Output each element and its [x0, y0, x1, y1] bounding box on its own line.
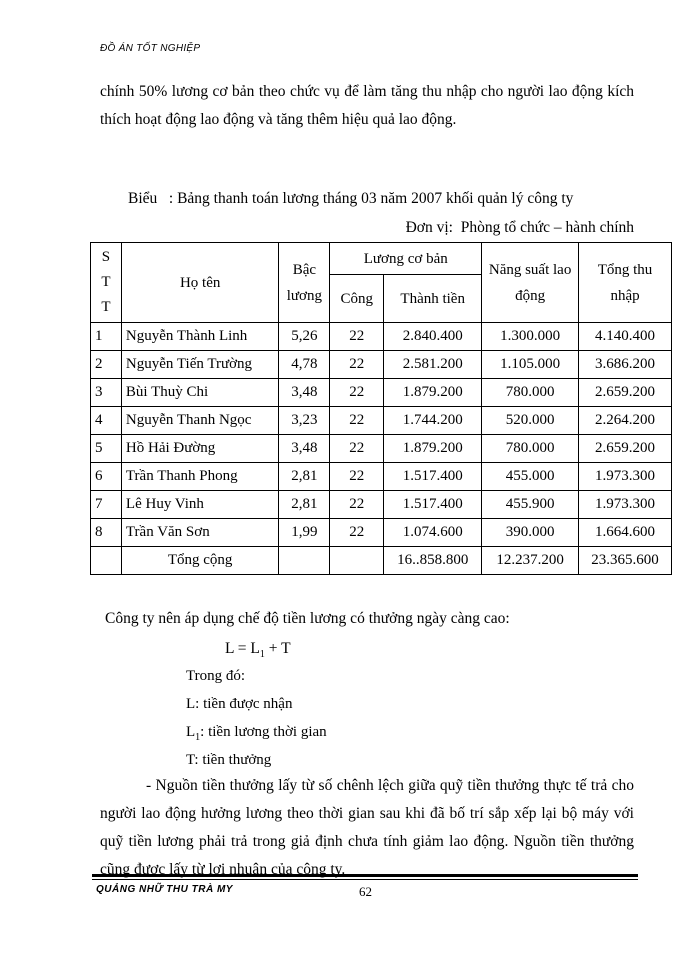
row-days: 22: [330, 323, 384, 351]
row-grade: 5,26: [279, 323, 330, 351]
row-stt: 2: [91, 351, 122, 379]
definition-l1: [186, 724, 327, 743]
formula-lhs: L = L: [225, 640, 260, 657]
table-unit: Đơn vị: Phòng tổ chức – hành chính: [405, 219, 634, 236]
total-label: Tổng cộng: [121, 547, 278, 575]
page-number: 62: [359, 884, 372, 899]
footer-rule-thick: [92, 874, 638, 877]
header-name: Họ tên: [121, 243, 278, 323]
row-stt: 4: [91, 407, 122, 435]
header-base-salary: Lương cơ bản: [330, 243, 482, 275]
row-productivity: 1.300.000: [482, 323, 579, 351]
table-row: [91, 435, 672, 463]
bonus-source-paragraph: [100, 772, 634, 884]
definitions-heading: Trong đó:: [186, 668, 246, 684]
definition-l: L: tiền được nhận: [186, 696, 293, 712]
table-row: [91, 463, 672, 491]
header-days: Công: [330, 275, 384, 323]
total-grade: [279, 547, 330, 575]
row-productivity: 780.000: [482, 379, 579, 407]
document-header: ĐỒ ÁN TỐT NGHIỆP: [100, 43, 201, 54]
definition-t: T: tiền thưởng: [186, 752, 272, 768]
definition-l1-rest: : tiền lương thời gian: [200, 724, 327, 740]
row-stt: 3: [91, 379, 122, 407]
table-row: [91, 351, 672, 379]
table-row: [91, 491, 672, 519]
row-name: Trần Thanh Phong: [121, 463, 278, 491]
row-name: Nguyễn Thành Linh: [121, 323, 278, 351]
total-productivity: 12.237.200: [482, 547, 579, 575]
row-total: 1.973.300: [579, 463, 672, 491]
total-row: [91, 547, 672, 575]
formula: [225, 640, 291, 660]
table-row: [91, 519, 672, 547]
header-total-income: Tổng thu nhập: [579, 243, 672, 323]
row-stt: 5: [91, 435, 122, 463]
row-grade: 4,78: [279, 351, 330, 379]
row-days: 22: [330, 491, 384, 519]
row-productivity: 390.000: [482, 519, 579, 547]
row-grade: 2,81: [279, 463, 330, 491]
header-amount: Thành tiền: [384, 275, 482, 323]
total-stt: [91, 547, 122, 575]
row-total: 2.264.200: [579, 407, 672, 435]
row-name: Nguyễn Tiến Trường: [121, 351, 278, 379]
total-amount: 16..858.800: [384, 547, 482, 575]
row-stt: 6: [91, 463, 122, 491]
row-grade: 2,81: [279, 491, 330, 519]
row-amount: 2.581.200: [384, 351, 482, 379]
total-days: [330, 547, 384, 575]
formula-sub: 1: [259, 649, 265, 661]
bonus-paragraph: Công ty nên áp dụng chế độ tiền lương có thưởng ngày càng cao:: [105, 610, 510, 627]
row-productivity: 455.000: [482, 463, 579, 491]
header-grade: Bậc lương: [279, 243, 330, 323]
row-stt: 8: [91, 519, 122, 547]
row-amount: 1.744.200: [384, 407, 482, 435]
row-total: 3.686.200: [579, 351, 672, 379]
row-amount: 1.879.200: [384, 379, 482, 407]
payroll-table: [90, 242, 672, 575]
row-total: 2.659.200: [579, 379, 672, 407]
table-row: [91, 323, 672, 351]
row-productivity: 1.105.000: [482, 351, 579, 379]
row-days: 22: [330, 435, 384, 463]
table-row: [91, 379, 672, 407]
row-amount: 1.074.600: [384, 519, 482, 547]
footer-author: QUẢNG NHỮ THU TRÀ MY: [96, 884, 233, 895]
header-stt: S T T: [91, 243, 122, 323]
row-name: Bùi Thuỳ Chi: [121, 379, 278, 407]
bonus-source-text: - Nguồn tiền thưởng lấy từ số chênh lệch giữa quỹ tiền thưởng thực tế trả cho người lao động hưởng lương theo thời gian sau khi đã bố trí sắp xếp lại bộ máy với quỹ tiền lương phải trả trong giả định chưa tính giảm lao động. Nguồn tiền thưởng cũng được lấy từ lợi nhuận của công ty.: [100, 777, 634, 878]
row-amount: 1.879.200: [384, 435, 482, 463]
row-name: Hồ Hải Đường: [121, 435, 278, 463]
table-caption: Biểu : Bảng thanh toán lương tháng 03 năm 2007 khối quản lý công ty: [128, 190, 574, 207]
row-days: 22: [330, 463, 384, 491]
row-productivity: 780.000: [482, 435, 579, 463]
footer-rule-thin: [92, 879, 638, 880]
row-total: 2.659.200: [579, 435, 672, 463]
row-productivity: 520.000: [482, 407, 579, 435]
row-total: 4.140.400: [579, 323, 672, 351]
row-days: 22: [330, 379, 384, 407]
row-name: Trần Văn Sơn: [121, 519, 278, 547]
row-grade: 3,23: [279, 407, 330, 435]
row-days: 22: [330, 351, 384, 379]
definition-l1-sub: 1: [195, 732, 201, 743]
row-days: 22: [330, 519, 384, 547]
table-row: [91, 407, 672, 435]
row-name: Nguyễn Thanh Ngọc: [121, 407, 278, 435]
row-grade: 1,99: [279, 519, 330, 547]
row-amount: 1.517.400: [384, 491, 482, 519]
row-total: 1.664.600: [579, 519, 672, 547]
formula-rhs: + T: [264, 640, 291, 657]
row-productivity: 455.900: [482, 491, 579, 519]
row-amount: 1.517.400: [384, 463, 482, 491]
row-grade: 3,48: [279, 379, 330, 407]
row-name: Lê Huy Vinh: [121, 491, 278, 519]
header-productivity: Năng suất lao động: [482, 243, 579, 323]
row-days: 22: [330, 407, 384, 435]
intro-paragraph: chính 50% lương cơ bản theo chức vụ để làm tăng thu nhập cho người lao động kích thích hoạt động lao động và tăng thêm hiệu quả lao động.: [100, 83, 634, 128]
row-grade: 3,48: [279, 435, 330, 463]
row-stt: 1: [91, 323, 122, 351]
row-amount: 2.840.400: [384, 323, 482, 351]
definition-l1-main: L: [186, 724, 196, 740]
row-stt: 7: [91, 491, 122, 519]
total-income: 23.365.600: [579, 547, 672, 575]
row-total: 1.973.300: [579, 491, 672, 519]
